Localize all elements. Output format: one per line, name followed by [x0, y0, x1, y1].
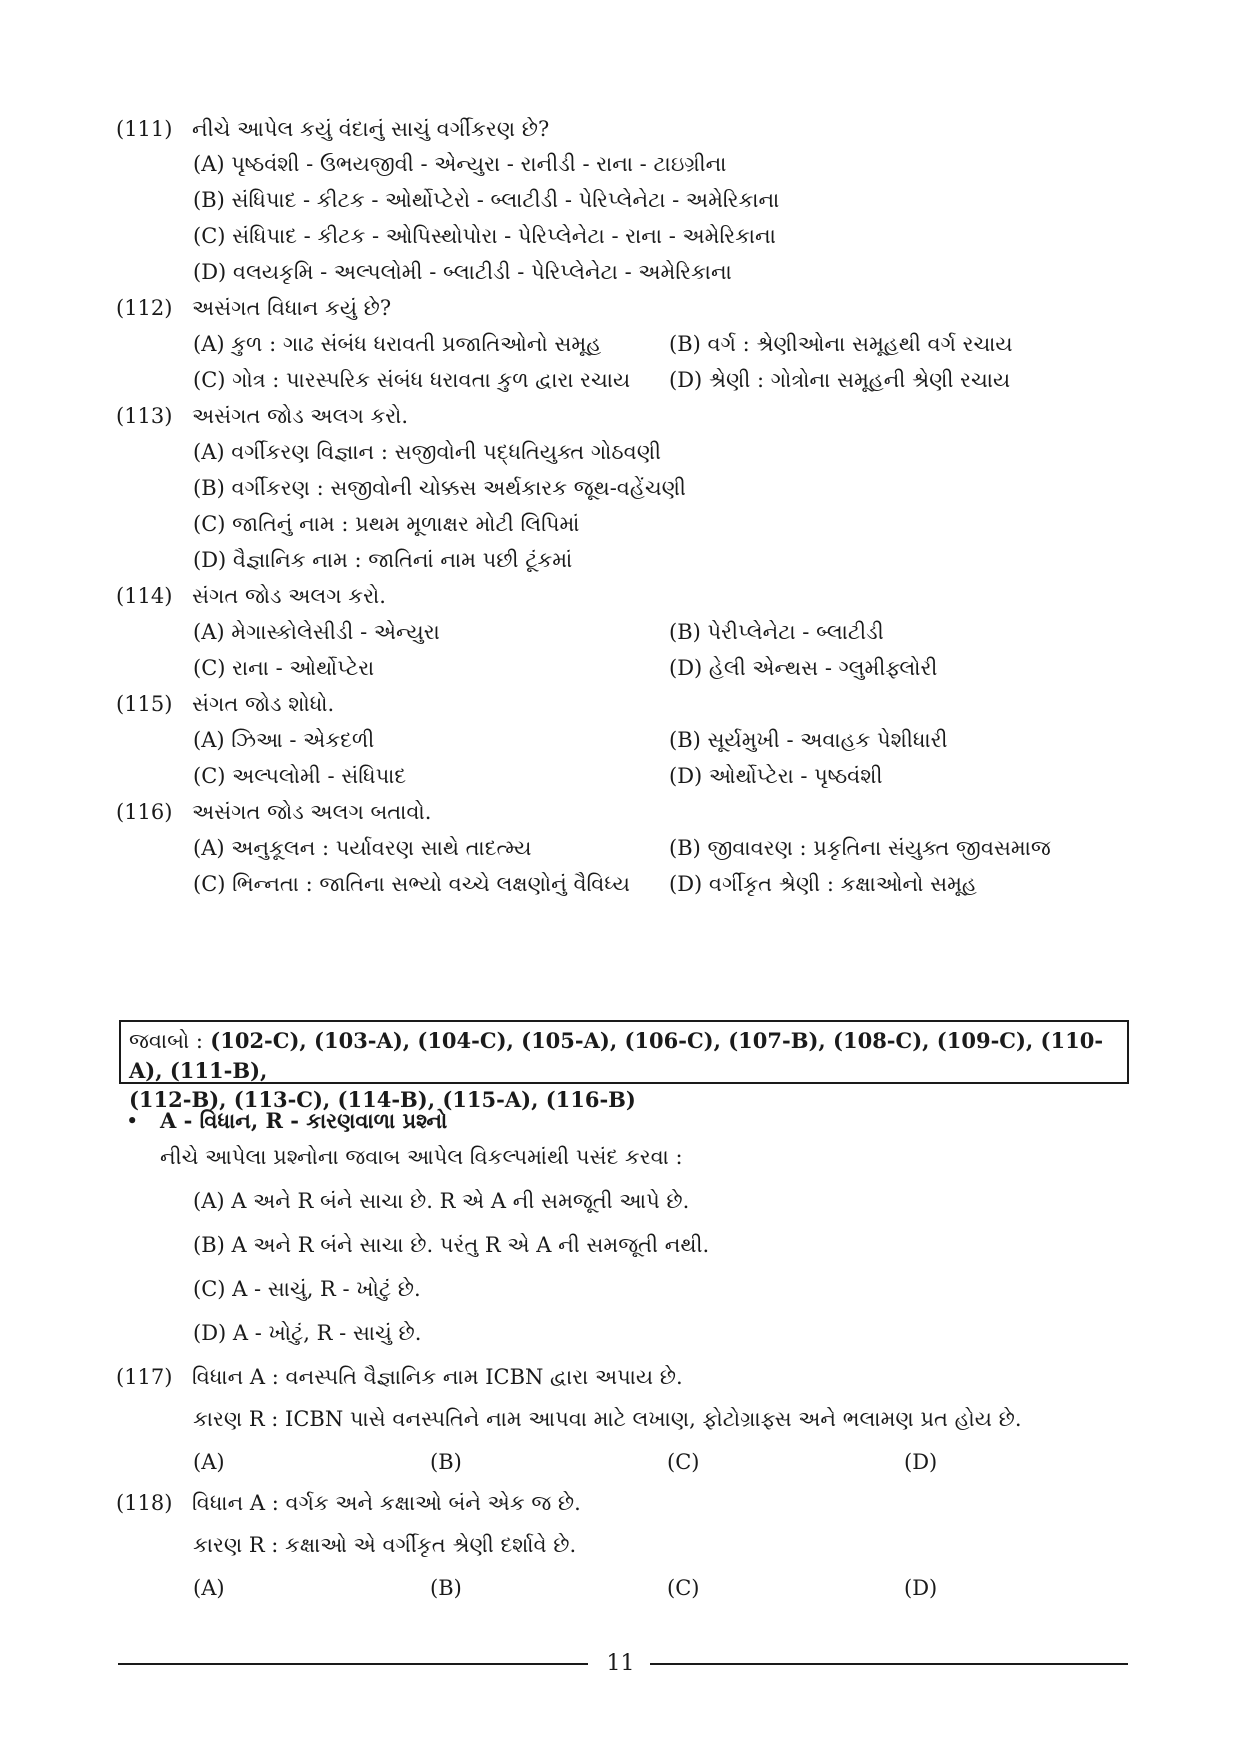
answer-key-line-1: [129, 1026, 1119, 1085]
option-d: (D) વલયકૃમિ - અલ્પલોમી - બ્લાટીડી - પેરિપ્લેનેટા - અમેરિકાના: [193, 260, 732, 284]
option-b: (B): [430, 1576, 462, 1600]
option-d: (D): [904, 1576, 938, 1600]
question-text: અસંગત જોડ અલગ બતાવો.: [192, 800, 432, 824]
option-a: (A): [193, 1450, 225, 1474]
question-text: સંગત જોડ અલગ કરો.: [192, 584, 386, 608]
heading-r: R: [265, 1108, 283, 1133]
answer-key-label: જવાબો :: [129, 1029, 203, 1053]
option-c: (C) ભિન્નતા : જાતિના સભ્યો વચ્ચે લક્ષણોનું વૈવિધ્ય: [193, 872, 630, 896]
option-b: (B) વર્ગ : શ્રેણીઓના સમૂહથી વર્ગ રચાય: [669, 332, 1013, 356]
question-number: (114): [116, 584, 173, 608]
option-d: (D): [904, 1450, 938, 1474]
option-a: (A) કુળ : ગાઢ સંબંધ ધરાવતી પ્રજાતિઓનો સમૂહ: [193, 332, 602, 356]
question-number: (118): [116, 1491, 173, 1515]
section-heading: [126, 1107, 447, 1135]
option-a: (A) વર્ગીકરણ વિજ્ઞાન : સજીવોની પદ્ધતિયુક્ત ગોઠવણી: [193, 440, 662, 464]
bullet-icon: •: [126, 1109, 139, 1133]
reason-r: કારણ R : કક્ષાઓ એ વર્ગીકૃત શ્રેણી દર્શાવે છે.: [193, 1533, 577, 1557]
question-text: સંગત જોડ શોધો.: [192, 692, 335, 716]
question-number: (116): [116, 800, 173, 824]
answer-key-values-1: (102-C), (103-A), (104-C), (105-A), (106-C), (107-B), (108-C), (109-C), (110-A), (111-B),: [129, 1028, 1104, 1083]
option-c: (C) સંધિપાદ - કીટક - ઓપિસ્થોપોરા - પેરિપ્લેનેટા - રાના - અમેરિકાના: [193, 224, 776, 248]
option-b: (B) સૂર્યમુખી - અવાહક પેશીધારી: [669, 728, 948, 752]
option-c: (C) અલ્પલોમી - સંધિપાદ: [193, 764, 407, 788]
option-c: (C) ગોત્ર : પારસ્પરિક સંબંધ ધરાવતા કુળ દ્વારા રચાય: [193, 368, 631, 392]
question-number: (111): [116, 117, 173, 141]
option-d: (D) વૈજ્ઞાનિક નામ : જાતિનાં નામ પછી ટૂંકમાં: [193, 548, 573, 572]
option-b: (B) સંધિપાદ - કીટક - ઓર્થોપ્ટેરો - બ્લાટીડી - પેરિપ્લેનેટા - અમેરિકાના: [193, 188, 780, 212]
option-b: (B) પેરીપ્લેનેટા - બ્લાટીડી: [669, 620, 884, 644]
option-a: (A) પૃષ્ઠવંશી - ઉભયજીવી - એન્યુરા - રાનીડી - રાના - ટાઇગ્રીના: [193, 152, 727, 176]
option-a: (A) અનુકૂલન : પર્યાવરણ સાથે તાદત્મ્ય: [193, 836, 532, 860]
option-a: (A) ઝિઆ - એકદળી: [193, 728, 375, 752]
option-b: (B) વર્ગીકરણ : સજીવોની ચોક્કસ અર્થકારક જૂથ-વહેંચણી: [193, 476, 686, 500]
heading-r-text: - કારણવાળા પ્રશ્નો: [282, 1108, 448, 1133]
option-c: (C) જાતિનું નામ : પ્રથમ મૂળાક્ષર મોટી લિપિમાં: [193, 512, 580, 536]
ar-choice-d: (D) A - ખોટું, R - સાચું છે.: [193, 1321, 422, 1345]
ar-choice-a: (A) A અને R બંને સાચા છે. R એ A ની સમજૂતી આપે છે.: [193, 1189, 690, 1213]
page-number: 11: [606, 1651, 635, 1676]
option-b: (B) જીવાવરણ : પ્રકૃતિના સંયુક્ત જીવસમાજ: [669, 836, 1051, 860]
statement-a: વિધાન A : વનસ્પતિ વૈજ્ઞાનિક નામ ICBN દ્વારા અપાય છે.: [192, 1365, 683, 1389]
option-a: (A) મેગાસ્કોલેસીડી - એન્યુરા: [193, 620, 440, 644]
option-d: (D) હેલી એન્થસ - ગ્લુમીફ્લોરી: [669, 656, 938, 680]
question-number: (115): [116, 692, 173, 716]
reason-r: કારણ R : ICBN પાસે વનસ્પતિને નામ આપવા માટે લખાણ, ફોટોગ્રાફ્સ અને ભલામણ પ્રત હોય છે.: [193, 1407, 1022, 1431]
question-number: (112): [116, 296, 173, 320]
question-text: અસંગત વિધાન કયું છે?: [192, 296, 392, 320]
statement-a: વિધાન A : વર્ગક અને કક્ષાઓ બંને એક જ છે.: [192, 1491, 581, 1515]
option-d: (D) વર્ગીકૃત શ્રેણી : કક્ષાઓનો સમૂહ: [669, 872, 977, 896]
section-instruction: નીચે આપેલા પ્રશ્નોના જવાબ આપેલ વિકલ્પમાંથી પસંદ કરવા :: [160, 1145, 683, 1169]
option-d: (D) ઓર્થોપ્ટેરા - પૃષ્ઠવંશી: [669, 764, 883, 788]
ar-choice-c: (C) A - સાચું, R - ખોટું છે.: [193, 1277, 421, 1301]
heading-a: A: [160, 1108, 177, 1133]
question-number: (117): [116, 1365, 173, 1389]
heading-a-text: - વિધાન,: [176, 1108, 266, 1133]
question-number: (113): [116, 404, 173, 428]
option-d: (D) શ્રેણી : ગોત્રોના સમૂહની શ્રેણી રચાય: [669, 368, 1011, 392]
question-text: નીચે આપેલ કયું વંદાનું સાચું વર્ગીકરણ છે?: [192, 117, 550, 141]
ar-choice-b: (B) A અને R બંને સાચા છે. પરંતુ R એ A ની સમજૂતી નથી.: [193, 1233, 710, 1257]
option-c: (C) રાના - ઓર્થોપ્ટેરા: [193, 656, 375, 680]
option-b: (B): [430, 1450, 462, 1474]
option-a: (A): [193, 1576, 225, 1600]
question-text: અસંગત જોડ અલગ કરો.: [192, 404, 409, 428]
option-c: (C): [667, 1450, 700, 1474]
answer-key-values-2: (112-B), (113-C), (114-B), (115-A), (116-B): [129, 1087, 636, 1112]
option-c: (C): [667, 1576, 700, 1600]
answer-key-box: [119, 1020, 1129, 1112]
